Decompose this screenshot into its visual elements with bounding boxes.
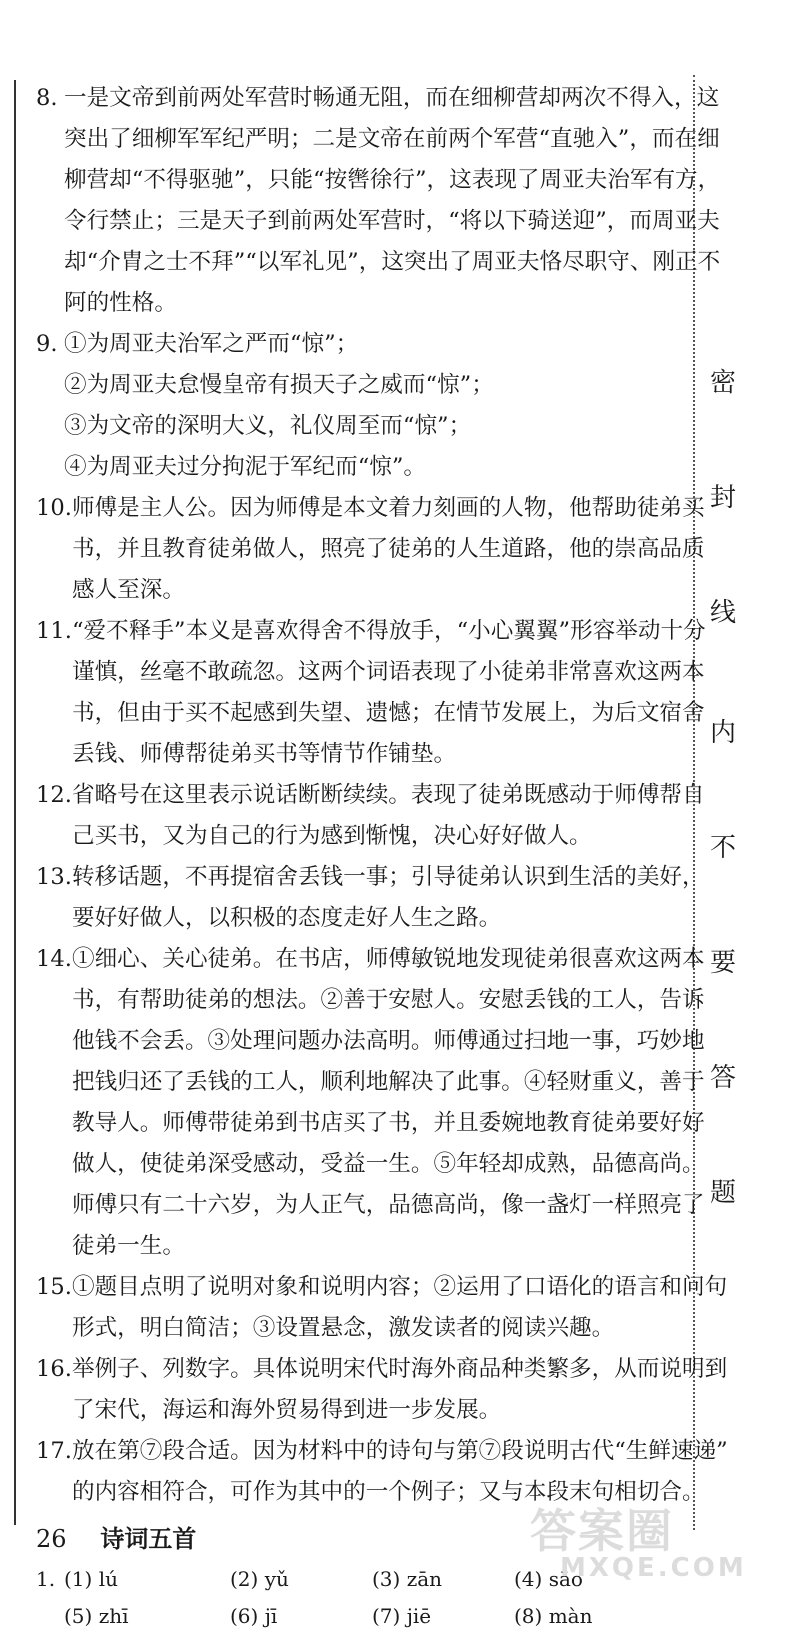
pinyin-item: (1) lú [64,1567,118,1591]
answer-number: 8. [36,85,58,111]
answer-line: 师傅是主人公。因为师傅是本文着力刻画的人物，他帮助徒弟买 [72,495,705,521]
pinyin-item: (2) yǔ [230,1567,289,1591]
seal-char: 要 [709,948,736,978]
answer-line: ②为周亚夫怠慢皇帝有损天子之威而“惊”； [64,372,494,398]
answer-13 [36,857,705,939]
answer-number: 12. [36,782,72,808]
answer-15 [36,1267,728,1349]
answer-8 [36,78,721,324]
answer-9 [36,324,676,488]
answer-line: 却“介胄之士不拜”“以军礼见”，这突出了周亚夫恪尽职守、刚正不 [64,249,721,275]
seal-char: 内 [709,718,736,748]
answer-12 [36,775,705,857]
pinyin-item: (3) zān [372,1567,443,1591]
answer-14 [36,939,705,1267]
pinyin-item: (6) jī [230,1604,278,1628]
answer-number: 11. [36,618,72,644]
answer-line: 书，并且教育徒弟做人，照亮了徒弟的人生道路，他的崇高品质 [72,536,705,562]
answer-number: 13. [36,864,72,890]
answer-number: 10. [36,495,72,521]
seal-char: 题 [709,1178,736,1208]
answer-line: 他钱不会丢。③处理问题办法高明。师傅通过扫地一事，巧妙地 [72,1028,705,1054]
answer-line: 转移话题，不再提宿舍丢钱一事；引导徒弟认识到生活的美好， [72,864,705,890]
answer-line: 了宋代，海运和海外贸易得到进一步发展。 [72,1397,502,1423]
answer-10 [36,488,705,611]
answer-line: “爱不释手”本义是喜欢得舍不得放手，“小心翼翼”形容举动十分 [72,618,706,644]
answer-line: 谨慎，丝毫不敢疏忽。这两个词语表现了小徒弟非常喜欢这两本 [72,659,705,685]
answer-line: 放在第⑦段合适。因为材料中的诗句与第⑦段说明古代“生鲜速递” [72,1438,728,1464]
seal-char: 密 [709,368,736,398]
left-margin-rule [14,80,16,1525]
answer-line: ④为周亚夫过分拘泥于军纪而“惊”。 [64,454,427,480]
answer-content [36,78,728,1635]
answer-line: 感人至深。 [72,577,185,603]
answer-line: 的内容相符合，可作为其中的一个例子；又与本段末句相切合。 [72,1479,705,1505]
seal-char: 不 [709,833,736,863]
answer-line: 书，有帮助徒弟的想法。②善于安慰人。安慰丢钱的工人，告诉 [72,987,705,1013]
answer-11 [36,611,706,775]
answer-number: 17. [36,1438,72,1464]
seal-char: 答 [709,1063,736,1093]
answer-number: 16. [36,1356,72,1382]
answer-line: 书，但由于买不起感到失望、遗憾；在情节发展上，为后文宿舍 [72,700,705,726]
answer-line: ①为周亚夫治军之严而“惊”； [64,331,359,357]
pinyin-item: (8) màn [514,1604,593,1628]
answer-line: 形式，明白简洁；③设置悬念，激发读者的阅读兴趣。 [72,1315,615,1341]
watermark-text: 答案圈 [530,1504,674,1558]
watermark-logo [520,1495,780,1595]
answer-16 [36,1349,728,1431]
pinyin-item: (4) sāo [514,1567,583,1591]
pinyin-item: (7) jiē [372,1604,432,1628]
answer-number: 14. [36,946,72,972]
section-title: 诗词五首 [100,1525,197,1553]
pinyin-item: (5) zhī [64,1604,129,1628]
answer-line: 省略号在这里表示说话断断续续。表现了徒弟既感动于师傅帮自 [72,782,705,808]
answer-number: 9. [36,331,58,357]
answer-line: 令行禁止；三是天子到前两处军营时，“将以下骑送迎”，而周亚夫 [64,208,720,234]
seal-char: 线 [709,598,736,628]
answer-number: 1. [36,1567,56,1591]
answer-line: 一是文帝到前两处军营时畅通无阻，而在细柳营却两次不得入，这 [64,85,720,111]
answer-line: 教导人。师傅带徒弟到书店买了书，并且委婉地教育徒弟要好好 [72,1110,705,1136]
seal-char: 封 [709,483,736,513]
answer-line: 丢钱、师傅帮徒弟买书等情节作铺垫。 [72,741,457,767]
answer-line: ③为文帝的深明大义，礼仪周至而“惊”； [64,413,472,439]
answer-line: 己买书，又为自己的行为感到惭愧，决心好好做人。 [72,823,592,849]
answer-line: ①题目点明了说明对象和说明内容；②运用了口语化的语言和问句 [72,1274,728,1300]
answer-line: 阿的性格。 [64,290,177,316]
answer-line: 举例子、列数字。具体说明宋代时海外商品种类繁多，从而说明到 [72,1356,728,1382]
answer-number: 15. [36,1274,72,1300]
answer-line: 要好好做人，以积极的态度走好人生之路。 [72,905,502,931]
answer-line: 柳营却“不得驱驰”，只能“按辔徐行”，这表现了周亚夫治军有方， [64,167,721,193]
answer-line: ①细心、关心徒弟。在书店，师傅敏锐地发现徒弟很喜欢这两本 [72,946,705,972]
section-number: 26 [36,1525,67,1553]
answer-line: 突出了细柳军军纪严明；二是文帝在前两个军营“直驰入”，而在细 [64,126,720,152]
answer-line: 师傅只有二十六岁，为人正气，品德高尚，像一盏灯一样照亮了 [72,1192,705,1218]
watermark-url: MXQE.COM [560,1553,747,1583]
answer-line: 把钱归还了丢钱的工人，顺利地解决了此事。④轻财重义，善于 [72,1069,705,1095]
answer-line: 做人，使徒弟深受感动，受益一生。⑤年轻却成熟，品德高尚。 [72,1151,705,1177]
answer-line: 徒弟一生。 [72,1233,185,1259]
